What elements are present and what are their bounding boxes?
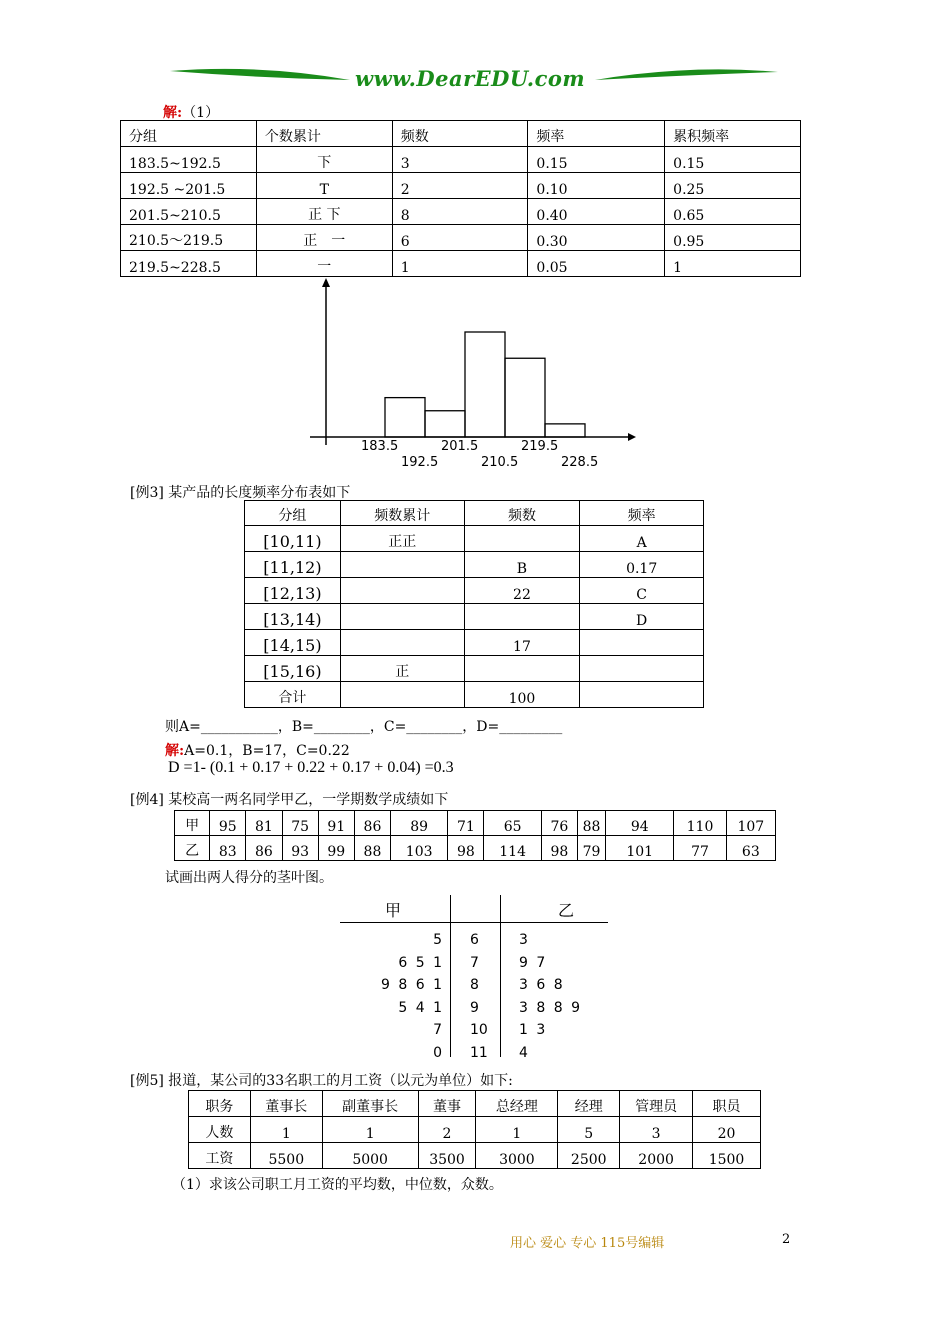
table-cell: C [580, 578, 704, 604]
table-cell: 2000 [620, 1143, 693, 1169]
table-header-cell: 频数 [392, 121, 528, 147]
score-cell: 101 [606, 836, 674, 861]
example4-title: [例4] 某校高一两名同学甲乙，一学期数学成绩如下 [130, 792, 449, 808]
table-cell [340, 604, 464, 630]
score-cell: 98 [448, 836, 484, 861]
page-number: 2 [782, 1232, 791, 1247]
solution-label: 解: [163, 105, 183, 121]
example3-title: [例3] 某产品的长度频率分布表如下 [130, 485, 351, 501]
table-cell: 职务 [189, 1091, 251, 1117]
table-cell [580, 656, 704, 682]
score-cell: 91 [318, 811, 354, 836]
table-cell: 0.30 [528, 225, 665, 251]
salary-table [188, 1090, 761, 1169]
score-cell: 99 [318, 836, 354, 861]
score-cell: 86 [354, 811, 390, 836]
histogram-bar [385, 398, 425, 437]
stem-leaf-divider-right [500, 895, 501, 1057]
tally-cell: 正 [340, 656, 464, 682]
table-cell: 1 [322, 1117, 418, 1143]
table-cell [340, 630, 464, 656]
table-cell: 20 [693, 1117, 761, 1143]
table-cell [580, 630, 704, 656]
table-row [121, 225, 801, 251]
table-cell: 3000 [476, 1143, 558, 1169]
x-tick-label: 183.5 [361, 439, 399, 454]
stem-leaf-right-leaves: 3 8 8 9 [519, 999, 580, 1016]
table-cell: 0.25 [665, 173, 801, 199]
table-header-cell: 个数累计 [256, 121, 392, 147]
table-cell: [13,14) [245, 604, 341, 630]
table-cell: 8 [392, 199, 528, 225]
table-cell: D [580, 604, 704, 630]
table-cell: 17 [464, 630, 580, 656]
table-header-row [245, 501, 704, 526]
score-cell: 75 [282, 811, 318, 836]
row-label: 甲 [175, 811, 210, 836]
table-header-cell: 分组 [121, 121, 257, 147]
score-cell: 89 [391, 811, 448, 836]
table-cell: 合计 [245, 682, 341, 708]
stem-leaf-left-leaves: 9 8 6 1 [381, 977, 442, 993]
table-cell [464, 656, 580, 682]
score-cell: 93 [282, 836, 318, 861]
table-cell: A [580, 526, 704, 552]
table-cell: 0.15 [528, 147, 665, 173]
table-row [245, 552, 704, 578]
table-cell: 董事长 [250, 1091, 322, 1117]
table-cell: 正正 [340, 526, 464, 552]
table-cell: 0.17 [580, 552, 704, 578]
score-cell: 94 [606, 811, 674, 836]
table-row [245, 656, 704, 682]
stem-leaf-header-line [340, 922, 608, 923]
x-tick-label: 228.5 [561, 455, 599, 470]
stem-leaf-left-leaves: 6 5 1 [398, 954, 442, 971]
table-cell: [12,13) [245, 578, 341, 604]
table-cell: 管理员 [620, 1091, 693, 1117]
stem-leaf-stem: 8 [470, 977, 479, 993]
table-cell: 1500 [693, 1143, 761, 1169]
stem-leaf-left-leaves: 7 [433, 1022, 442, 1038]
x-axis-arrow [628, 433, 636, 441]
example3-formula: D =1- (0.1 + 0.17 + 0.22 + 0.17 + 0.04) =0.3 [168, 759, 454, 776]
table-cell: 1 [476, 1117, 558, 1143]
table-cell: 2500 [558, 1143, 620, 1169]
table-cell: 5500 [250, 1143, 322, 1169]
score-cell: 79 [577, 836, 605, 861]
table-cell: 3 [620, 1117, 693, 1143]
score-row-jia [175, 811, 776, 836]
table-row [189, 1091, 761, 1117]
table-header-row [121, 121, 801, 147]
table-cell: [15,16) [245, 656, 341, 682]
table-cell: 192.5 ~201.5 [121, 173, 257, 199]
score-cell: 88 [354, 836, 390, 861]
table-cell: 1 [392, 251, 528, 277]
tally-cell: 一 [256, 251, 392, 277]
table-row [189, 1117, 761, 1143]
example5-question: （1）求该公司职工月工资的平均数，中位数，众数。 [172, 1177, 503, 1193]
score-cell: 65 [484, 811, 541, 836]
table-cell: B [464, 552, 580, 578]
table-header-cell: 分组 [245, 501, 341, 526]
table-cell: 2 [392, 173, 528, 199]
table-row [121, 173, 801, 199]
example3-question: 则A=___________，B=________，C=________，D=_________ [165, 719, 563, 735]
table-cell: 5000 [322, 1143, 418, 1169]
table-row [245, 578, 704, 604]
tally-cell: 正 一 [256, 225, 392, 251]
site-logo: www.DearEDU.com [355, 66, 586, 91]
table-row [245, 682, 704, 708]
answer-label: 解: [165, 743, 185, 759]
table-cell: 0.40 [528, 199, 665, 225]
table-row [189, 1143, 761, 1169]
score-cell: 71 [448, 811, 484, 836]
table-header-cell: 累积频率 [665, 121, 801, 147]
score-cell: 63 [726, 836, 775, 861]
histogram-bar [505, 358, 545, 437]
example3-answer [165, 740, 350, 760]
table-cell: 0.15 [665, 147, 801, 173]
table-header-cell: 频数 [464, 501, 580, 526]
frequency-histogram [300, 275, 640, 475]
table-cell: 董事 [418, 1091, 476, 1117]
table-cell: 3500 [418, 1143, 476, 1169]
score-cell: 88 [577, 811, 605, 836]
table-cell: 职员 [693, 1091, 761, 1117]
table-cell [580, 682, 704, 708]
answer-text: A=0.1，B=17，C=0.22 [184, 743, 350, 759]
stem-leaf-right-leaves: 9 7 [519, 954, 546, 971]
table-cell: 总经理 [476, 1091, 558, 1117]
example5-title: [例5] 报道，某公司的33名职工的月工资（以元为单位）如下: [130, 1073, 513, 1089]
stem-leaf-divider-left [450, 895, 451, 1057]
stem-leaf-left-leaves: 0 [433, 1044, 442, 1061]
table-cell: 210.5～219.5 [121, 225, 257, 251]
table-cell [464, 526, 580, 552]
table-cell [340, 682, 464, 708]
table-cell: 3 [392, 147, 528, 173]
table-cell: 0.05 [528, 251, 665, 277]
table-cell: 工资 [189, 1143, 251, 1169]
stem-leaf-stem: 6 [470, 932, 479, 948]
score-cell: 86 [246, 836, 282, 861]
stem-leaf-left-leaves: 5 4 1 [398, 999, 442, 1016]
table-cell [340, 578, 464, 604]
histogram-bar [425, 411, 465, 437]
table-cell: 副董事长 [322, 1091, 418, 1117]
table-header-cell: 频数累计 [340, 501, 464, 526]
score-cell: 83 [210, 836, 246, 861]
x-tick-label: 192.5 [401, 455, 439, 470]
histogram-bar [545, 424, 585, 437]
stem-leaf-left-leaves: 5 [433, 932, 442, 948]
table-cell: 0.10 [528, 173, 665, 199]
table-cell: 1 [665, 251, 801, 277]
x-tick-label: 219.5 [521, 439, 559, 454]
stem-leaf-stem: 11 [470, 1044, 488, 1061]
table-cell: 0.95 [665, 225, 801, 251]
length-frequency-table [244, 500, 704, 708]
table-cell: 经理 [558, 1091, 620, 1117]
table-header-cell: 频率 [528, 121, 665, 147]
score-cell: 110 [674, 811, 726, 836]
histogram-bar [465, 332, 505, 437]
table-cell: 219.5~228.5 [121, 251, 257, 277]
stem-leaf-right-leaves: 4 [519, 1044, 528, 1061]
solution-heading [163, 102, 219, 122]
tally-cell: T [256, 173, 392, 199]
table-header-cell: 频率 [580, 501, 704, 526]
stem-leaf-right-leaves: 3 6 8 [519, 977, 563, 993]
table-cell: 6 [392, 225, 528, 251]
score-cell: 107 [726, 811, 775, 836]
y-axis-arrow [322, 278, 330, 287]
tally-cell: 正 下 [256, 199, 392, 225]
table-row [121, 147, 801, 173]
table-cell: 0.65 [665, 199, 801, 225]
x-tick-label: 201.5 [441, 439, 479, 454]
table-cell: 5 [558, 1117, 620, 1143]
table-row [121, 199, 801, 225]
table-row [245, 526, 704, 552]
table-row [121, 251, 801, 277]
score-cell: 81 [246, 811, 282, 836]
stem-leaf-stem: 7 [470, 954, 479, 971]
tally-cell: 下 [256, 147, 392, 173]
stem-leaf-stem: 9 [470, 999, 479, 1016]
table-row [245, 630, 704, 656]
stem-leaf-stem: 10 [470, 1022, 488, 1038]
score-cell: 98 [541, 836, 577, 861]
table-cell: 人数 [189, 1117, 251, 1143]
table-cell: 22 [464, 578, 580, 604]
table-cell: [11,12) [245, 552, 341, 578]
score-cell: 103 [391, 836, 448, 861]
table-cell: 100 [464, 682, 580, 708]
solution-part: （1） [182, 105, 220, 121]
row-label: 乙 [175, 836, 210, 861]
stem-leaf-right-leaves: 3 [519, 932, 528, 948]
score-cell: 114 [484, 836, 541, 861]
frequency-table [120, 120, 801, 277]
footer-text: 用心 爱心 专心 115号编辑 [510, 1236, 665, 1251]
x-tick-label: 210.5 [481, 455, 519, 470]
table-row [245, 604, 704, 630]
table-cell: 183.5~192.5 [121, 147, 257, 173]
stem-leaf-right-header: 乙 [558, 901, 575, 920]
table-cell: [14,15) [245, 630, 341, 656]
table-cell: 1 [250, 1117, 322, 1143]
table-cell [340, 552, 464, 578]
stem-leaf-right-leaves: 1 3 [519, 1022, 546, 1038]
scores-table [174, 810, 776, 861]
stem-leaf-left-header: 甲 [385, 901, 402, 920]
score-row-yi [175, 836, 776, 861]
table-cell: 201.5~210.5 [121, 199, 257, 225]
example4-instruction: 试画出两人得分的茎叶图。 [165, 870, 333, 886]
score-cell: 76 [541, 811, 577, 836]
stem-leaf-plot [340, 895, 610, 1060]
score-cell: 77 [674, 836, 726, 861]
score-cell: 95 [210, 811, 246, 836]
table-cell [464, 604, 580, 630]
table-cell: 2 [418, 1117, 476, 1143]
table-cell: [10,11) [245, 526, 341, 552]
